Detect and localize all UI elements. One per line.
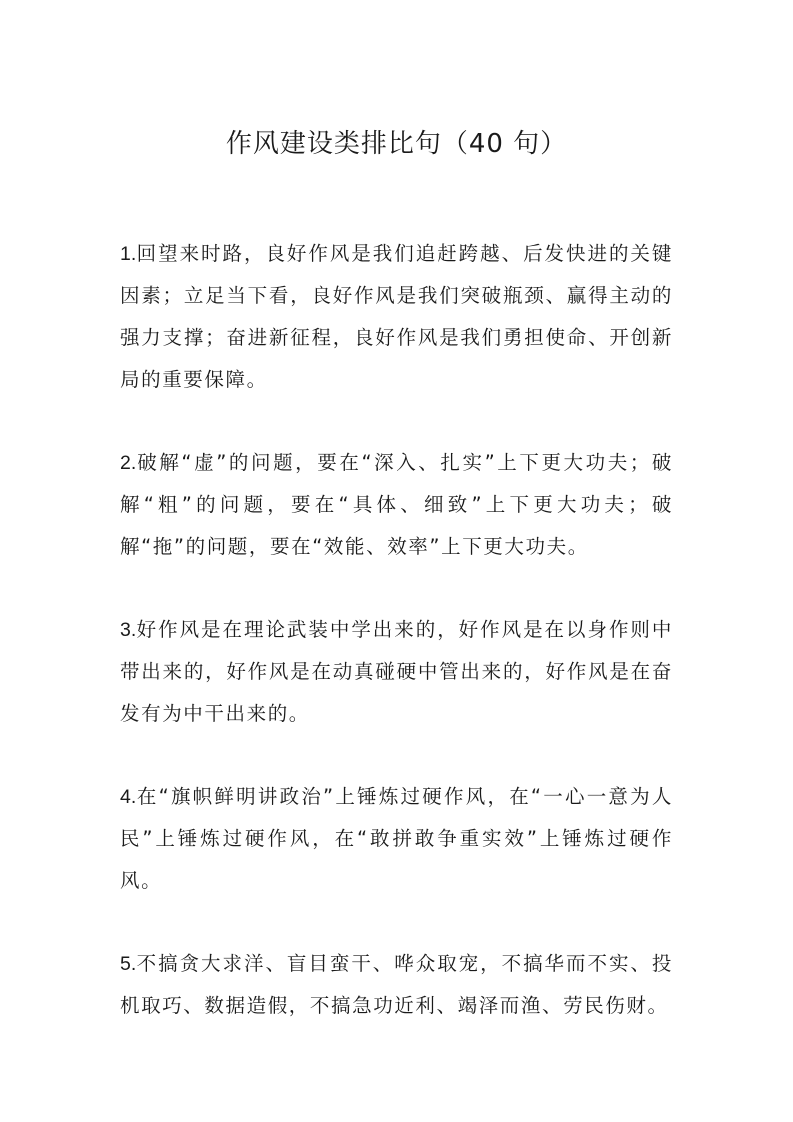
paragraph-3 (120, 609, 673, 735)
paragraph-text: 回望来时路，良好作风是我们追赶跨越、后发快进的关键因素；立足当下看，良好作风是我们突破瓶颈、赢得主动的强力支撑；奋进新征程，良好作风是我们勇担使命、开创新局的重要保障。 (120, 242, 673, 391)
paragraph-2 (120, 442, 673, 568)
paragraph-number: 3. (120, 619, 137, 641)
paragraph-text: 好作风是在理论武装中学出来的，好作风是在以身作则中带出来的，好作风是在动真碰硬中管出来的，好作风是在奋发有为中干出来的。 (120, 618, 673, 725)
paragraph-text: 破解“虚”的问题，要在“深入、扎实”上下更大功夫；破解“粗”的问题，要在“具体、细致”上下更大功夫；破解“拖”的问题，要在“效能、效率”上下更大功夫。 (120, 451, 673, 558)
paragraph-4 (120, 776, 673, 902)
paragraph-number: 5. (120, 953, 137, 975)
paragraph-text: 不搞贪大求洋、盲目蛮干、哗众取宠，不搞华而不实、投机取巧、数据造假，不搞急功近利、竭泽而渔、劳民伤财。 (120, 952, 673, 1017)
paragraph-1 (120, 233, 673, 401)
paragraph-number: 1. (120, 243, 137, 265)
document-title: 作风建设类排比句（40 句） (225, 129, 568, 159)
paragraph-5 (120, 943, 673, 1027)
paragraph-text: 在“旗帜鲜明讲政治”上锤炼过硬作风，在“一心一意为人民”上锤炼过硬作风，在“敢拼敢争重实效”上锤炼过硬作风。 (120, 785, 673, 892)
paragraph-number: 2. (120, 452, 137, 474)
paragraph-number: 4. (120, 786, 137, 808)
